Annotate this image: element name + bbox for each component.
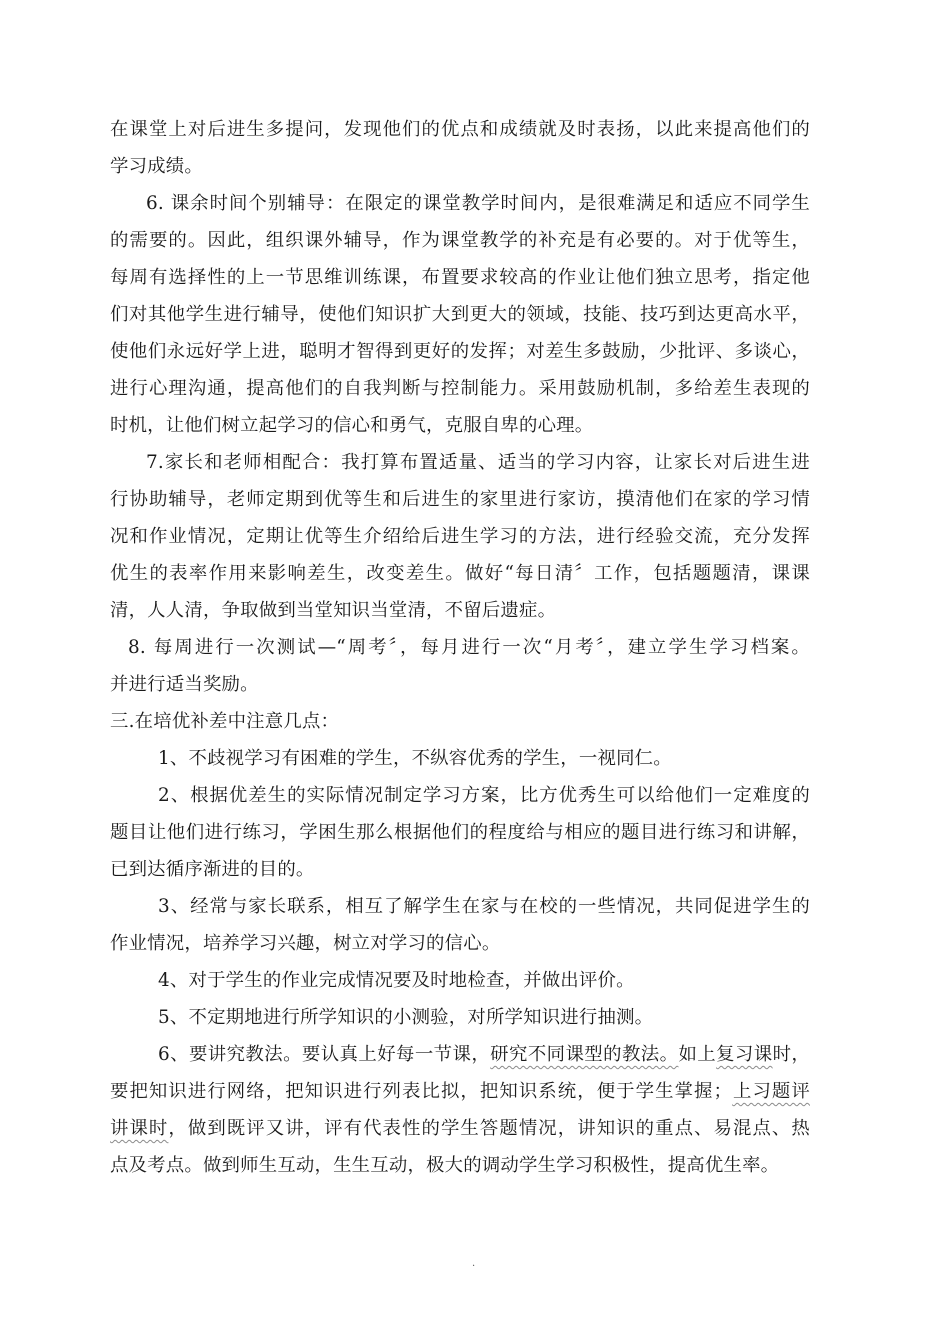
text-segment: 要把知识进行网络，把知识进行列表比拟，把知识系统，便于学生掌握；	[110, 1081, 733, 1102]
text-segment: 进行心理沟通，提高他们的自我判断与控制能力。采用鼓励机制，多给差生表现的	[110, 378, 810, 399]
text-line	[110, 703, 810, 740]
text-segment: 清，人人清，争取做到当堂知识当堂清，不留后遗症。	[110, 600, 557, 621]
text-segment: 况和作业情况，定期让优等生介绍给后进生学习的方法，进行经验交流，充分发挥	[110, 526, 810, 547]
text-line	[110, 1110, 810, 1147]
text-segment: 4、对于学生的作业完成情况要及时地检查，并做出评价。	[158, 970, 635, 991]
text-line	[110, 666, 810, 703]
text-segment: 行协助辅导，老师定期到优等生和后进生的家里进行家访，摸清他们在家的学习情	[110, 489, 810, 510]
grammar-flag-text: 复习课	[716, 1044, 773, 1065]
text-line	[110, 481, 810, 518]
text-segment: 7.家长和老师相配合：我打算布置适量、适当的学习内容，让家长对后进生进	[146, 452, 810, 473]
text-segment: 8. 每周进行一次测试—“周考〞，每月进行一次“月考〞，建立学生学习档案。	[128, 637, 810, 658]
text-line	[110, 148, 810, 185]
text-segment: 的需要的。因此，组织课外辅导，作为课堂教学的补充是有必要的。对于优等生，	[110, 230, 810, 251]
text-line	[110, 740, 810, 777]
text-line	[110, 222, 810, 259]
text-line	[110, 1073, 810, 1110]
text-line	[110, 777, 810, 814]
text-line	[110, 333, 810, 370]
text-segment: 使他们永远好学上进，聪明才智得到更好的发挥；对差生多鼓励，少批评、多谈心，	[110, 341, 810, 362]
text-segment: 已到达循序渐进的目的。	[110, 859, 315, 880]
text-segment: 并进行适当奖励。	[110, 674, 259, 695]
text-line	[110, 259, 810, 296]
page-footer-mark: .	[472, 1258, 476, 1269]
grammar-flag-text: 上习题评	[732, 1081, 810, 1102]
text-line	[110, 370, 810, 407]
text-segment: 每周有选择性的上一节思维训练课，布置要求较高的作业让他们独立思考，指定他	[110, 267, 810, 288]
text-segment: 2、根据优差生的实际情况制定学习方案，比方优秀生可以给他们一定难度的	[158, 785, 810, 806]
text-line	[110, 1147, 810, 1184]
text-line	[110, 814, 810, 851]
text-segment: 点及考点。做到师生互动，生生互动，极大的调动学生学习积极性，提高优生率。	[110, 1155, 780, 1176]
text-line	[110, 407, 810, 444]
text-segment: 三.在培优补差中注意几点：	[110, 711, 340, 732]
text-segment: 学习成绩。	[110, 156, 203, 177]
text-line	[110, 444, 810, 481]
text-segment: 5、不定期地进行所学知识的小测验，对所学知识进行抽测。	[158, 1007, 654, 1028]
text-line	[110, 111, 810, 148]
text-segment: 6、要讲究教法。要认真上好每一节课，	[158, 1044, 491, 1065]
text-line	[110, 629, 810, 666]
text-line	[110, 1036, 810, 1073]
text-segment: 时机，让他们树立起学习的信心和勇气，克服自卑的心理。	[110, 415, 594, 436]
grammar-flag-text: 讲课时	[110, 1118, 169, 1139]
text-line	[110, 999, 810, 1036]
grammar-flag-text: 研究不同课型的教法。	[490, 1044, 679, 1065]
text-segment: ，做到既评又讲，评有代表性的学生答题情况，讲知识的重点、易混点、热	[168, 1118, 810, 1139]
text-segment: 作业情况，培养学习兴趣，树立对学习的信心。	[110, 933, 501, 954]
text-segment: 在课堂上对后进生多提问，发现他们的优点和成绩就及时表扬，以此来提高他们的	[110, 119, 810, 140]
text-line	[110, 185, 810, 222]
text-line	[110, 592, 810, 629]
text-segment: 3、经常与家长联系，相互了解学生在家与在校的一些情况，共同促进学生的	[158, 896, 810, 917]
text-line	[110, 555, 810, 592]
text-segment: 6. 课余时间个别辅导：在限定的课堂教学时间内，是很难满足和适应不同学生	[146, 193, 810, 214]
text-segment: 1、不歧视学习有困难的学生，不纵容优秀的学生，一视同仁。	[158, 748, 672, 769]
text-segment: 如上	[678, 1044, 717, 1065]
text-segment: 时，	[772, 1044, 810, 1065]
text-segment: 题目让他们进行练习，学困生那么根据他们的程度给与相应的题目进行练习和讲解，	[110, 822, 810, 843]
text-line	[110, 925, 810, 962]
text-line	[110, 888, 810, 925]
text-line	[110, 296, 810, 333]
text-line	[110, 962, 810, 999]
text-line	[110, 518, 810, 555]
text-line	[110, 851, 810, 888]
text-segment: 优生的表率作用来影响差生，改变差生。做好“每日清〞工作，包括题题清，课课	[110, 563, 810, 584]
text-segment: 们对其他学生进行辅导，使他们知识扩大到更大的领域，技能、技巧到达更高水平，	[110, 304, 810, 325]
document-page	[110, 111, 810, 1184]
